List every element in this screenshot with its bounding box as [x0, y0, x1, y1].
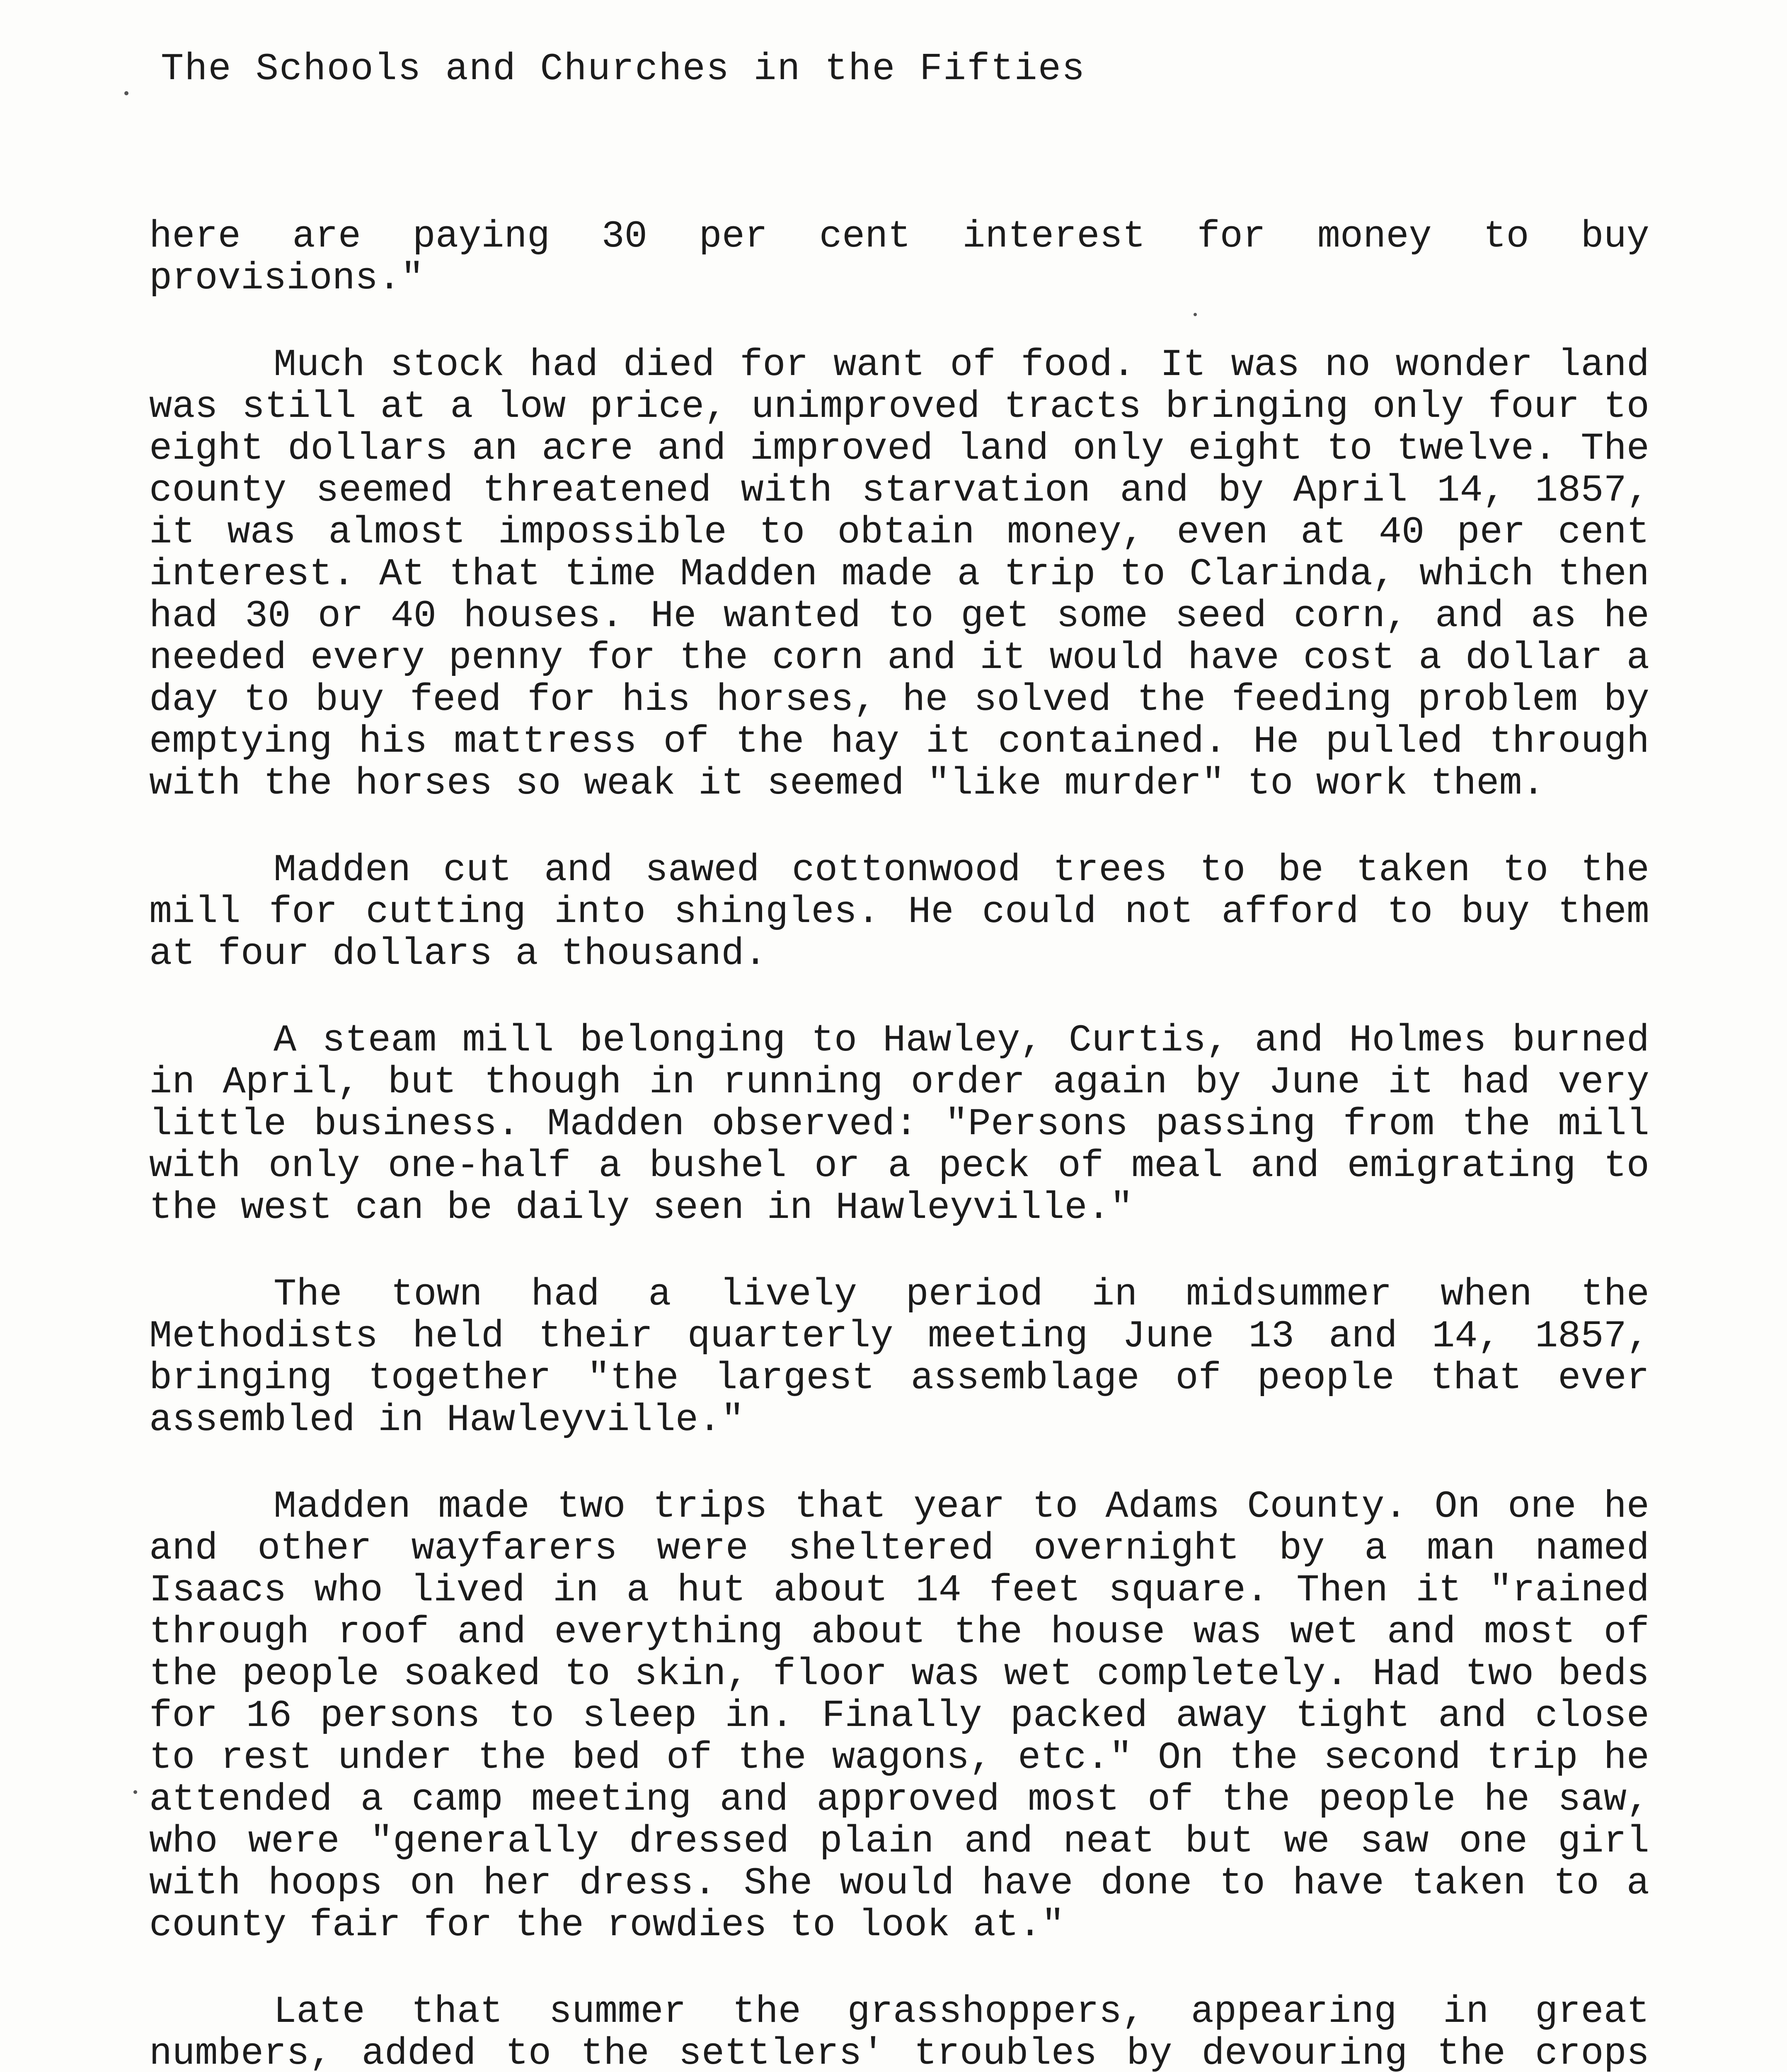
- paragraph-6: Madden made two trips that year to Adams County. On one he and other wayfarers were sheltered overnight by a man named Isaacs who lived in a hut about 14 feet square. Then it "rained through roof and everything about the house was wet and most of the people soaked to skin, floor was wet completely. Had two beds for 16 persons to sleep in. Finally packed away tight and close to rest under the bed of the wagons, etc." On the second trip he attended a camp meeting and approved most of the people he saw, who were "generally dressed plain and neat but we saw one girl with hoops on her dress. She would have done to have taken to a county fair for the rowdies to look at.": [149, 1485, 1649, 1947]
- paragraph-5: The town had a lively period in midsummer when the Methodists held their quarterly meeting June 13 and 14, 1857, bringing together "the largest assemblage of people that ever assembled in Hawleyville.": [149, 1273, 1649, 1442]
- scan-speck: [1194, 313, 1197, 316]
- paragraph-2: Much stock had died for want of food. It was no wonder land was still at a low price, unimproved tracts bringing only four to eight dollars an acre and improved land only eight to twelve. The county seemed threatened with starvation and by April 14, 1857, it was almost impossible to obtain money, even at 40 per cent interest. At that time Madden made a trip to Clarinda, which then had 30 or 40 houses. He wanted to get some seed corn, and as he needed every penny for the corn and it would have cost a dollar a day to buy feed for his horses, he solved the feeding problem by emptying his mattress of the hay it contained. He pulled through with the horses so weak it seemed "like murder" to work them.: [149, 343, 1649, 805]
- paragraph-4: A steam mill belonging to Hawley, Curtis, and Holmes burned in April, but though in running order again by June it had very little business. Madden observed: "Persons passing from the mill with only one-half a bushel or a peck of meal and emigrating to the west can be daily seen in Hawleyville.": [149, 1019, 1649, 1230]
- paragraph-7: Late that summer the grasshoppers, appearing in great numbers, added to the settlers' troubles by devouring the crops: [149, 1990, 1649, 2072]
- paragraph-3: Madden cut and sawed cottonwood trees to be taken to the mill for cutting into shingles. He could not afford to buy them at four dollars a thousand.: [149, 848, 1649, 975]
- paragraph-1: here are paying 30 per cent interest for money to buy provisions.": [149, 215, 1649, 300]
- body-text: [149, 215, 1649, 2072]
- scan-speck: [124, 91, 128, 95]
- scan-speck: [133, 1790, 137, 1794]
- running-head-title: The Schools and Churches in the Fifties: [161, 47, 1086, 91]
